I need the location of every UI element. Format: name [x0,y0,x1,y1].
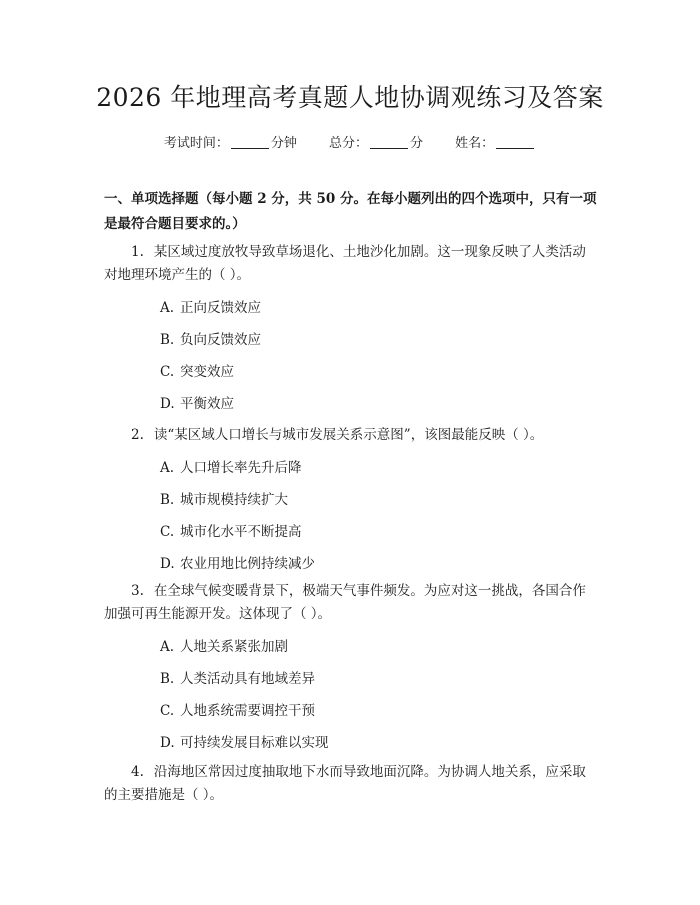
question-number: 2. [131,427,144,443]
option-letter: C. [160,524,175,540]
option-text: 正向反馈效应 [180,300,261,316]
meta-name-label: 姓名： [455,136,495,151]
meta-time-label: 考试时间： [163,136,229,151]
meta-time-suffix: 分钟 [270,136,297,151]
question-text-line2: 对地理环境产生的（ ）。 [104,267,251,283]
question-text-line1: 在全球气候变暖背景下，极端天气事件频发。为应对这一挑战，各国合作 [153,583,586,599]
q2-option-a [160,456,302,476]
option-text: 人口增长率先升后降 [180,460,302,476]
option-letter: B. [160,332,175,348]
option-letter: B. [160,671,175,687]
q2-option-b [160,488,288,508]
q3-option-b [160,667,315,687]
question-number: 4. [131,764,144,780]
option-letter: D. [160,396,175,412]
option-text: 城市化水平不断提高 [180,524,302,540]
option-text: 负向反馈效应 [180,332,261,348]
q1-option-c [160,360,234,380]
q3-option-c [160,699,315,719]
option-text: 城市规模持续扩大 [180,492,288,508]
question-text-line2: 加强可再生能源开发。这体现了（ ）。 [104,606,332,622]
option-letter: C. [160,703,175,719]
question-1 [104,241,604,287]
question-text-line1: 某区域过度放牧导致草场退化、土地沙化加剧。这一现象反映了人类活动 [153,244,586,260]
meta-time-blank [231,147,269,149]
option-text: 突变效应 [180,364,234,380]
q1-option-a [160,296,261,316]
q1-option-d [160,392,234,412]
meta-score [329,132,423,151]
option-letter: D. [160,735,175,751]
meta-name [455,132,536,151]
option-text: 平衡效应 [180,396,234,412]
question-text-line2: 的主要措施是（ ）。 [104,787,224,803]
section-heading-line1: 一、单项选择题（每小题 2 分，共 50 分。在每小题列出的四个选项中，只有一项 [104,191,597,207]
question-text-line1: 读“某区域人口增长与城市发展关系示意图”，该图最能反映（ ）。 [153,427,544,443]
question-4 [104,761,604,807]
meta-score-label: 总分： [328,136,368,151]
q1-option-b [160,328,261,348]
option-letter: A. [160,460,175,476]
option-letter: D. [160,556,175,572]
q3-option-a [160,635,288,655]
question-number: 1. [131,244,144,260]
option-text: 人类活动具有地域差异 [180,671,315,687]
option-letter: A. [160,639,175,655]
meta-score-suffix: 分 [410,136,424,151]
meta-name-blank [496,147,534,149]
meta-time [164,132,297,151]
question-number: 3. [131,583,144,599]
question-3 [104,580,604,626]
page-title: 2026 年地理高考真题人地协调观练习及答案 [96,83,604,112]
option-text: 人地关系紧张加剧 [180,639,288,655]
q3-option-d [160,731,329,751]
option-letter: B. [160,492,175,508]
option-text: 农业用地比例持续减少 [180,556,315,572]
q2-option-d [160,552,315,572]
section-heading [104,187,604,237]
option-text: 人地系统需要调控干预 [180,703,315,719]
exam-meta [0,132,700,151]
option-letter: A. [160,300,175,316]
question-text-line1: 沿海地区常因过度抽取地下水而导致地面沉降。为协调人地关系，应采取 [153,764,586,780]
question-2 [104,424,604,447]
meta-score-blank [370,147,408,149]
option-letter: C. [160,364,175,380]
section-heading-line2: 是最符合题目要求的。） [104,216,246,232]
q2-option-c [160,520,302,540]
option-text: 可持续发展目标难以实现 [180,735,329,751]
